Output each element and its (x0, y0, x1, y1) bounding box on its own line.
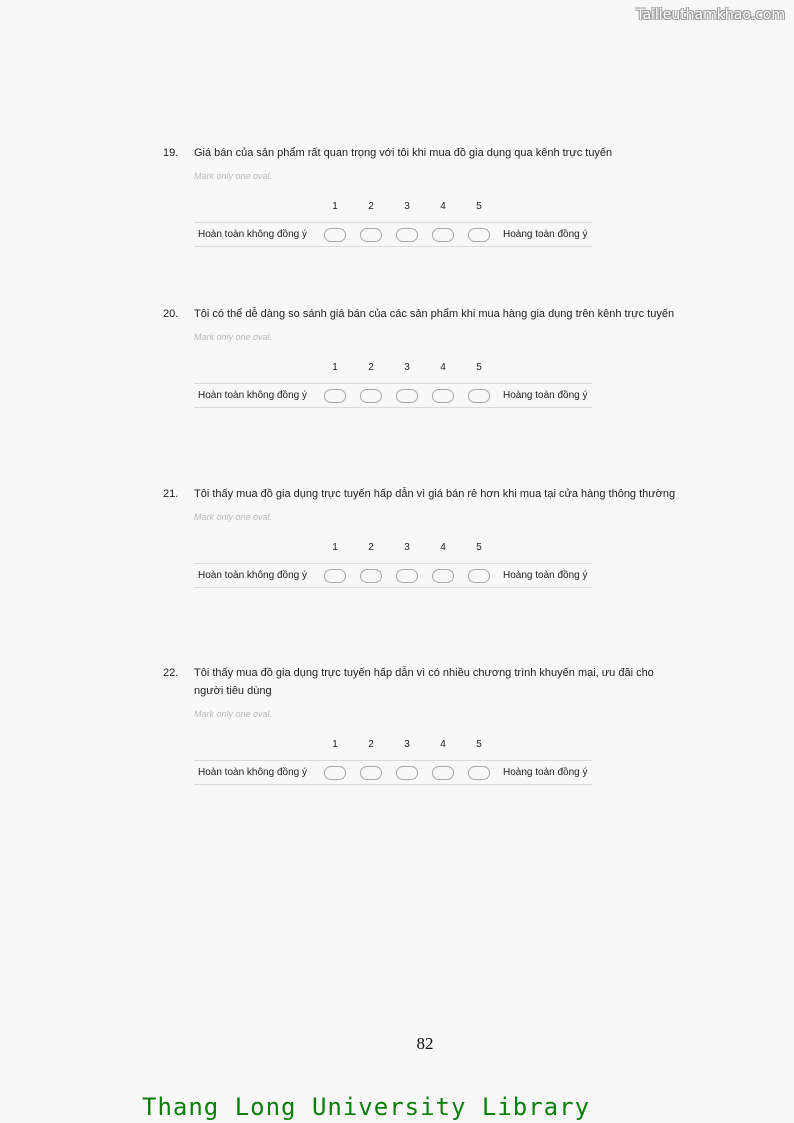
question-hint: Mark only one oval. (194, 512, 273, 522)
question-number: 20. (163, 308, 179, 320)
question-hint: Mark only one oval. (194, 171, 273, 181)
scale-number-1: 1 (332, 361, 338, 373)
oval-option-5[interactable] (468, 569, 490, 583)
oval-option-3[interactable] (396, 569, 418, 583)
question-number: 21. (163, 488, 179, 500)
scale-right-label: Hoàng toàn đồng ý (503, 229, 588, 240)
scale-left-label: Hoàn toàn không đồng ý (198, 570, 307, 581)
rating-scale (194, 359, 592, 408)
oval-option-3[interactable] (396, 228, 418, 242)
page-number: 82 (416, 1034, 434, 1053)
scale-number-3: 3 (404, 200, 410, 212)
scale-number-5: 5 (476, 361, 482, 373)
scale-number-2: 2 (368, 200, 374, 212)
oval-option-5[interactable] (468, 228, 490, 242)
oval-option-4[interactable] (432, 389, 454, 403)
rating-scale (194, 539, 592, 588)
oval-option-2[interactable] (360, 228, 382, 242)
scale-number-5: 5 (476, 738, 482, 750)
question-hint: Mark only one oval. (194, 709, 273, 719)
scale-right-label: Hoàng toàn đồng ý (503, 570, 588, 581)
question-20 (163, 305, 683, 408)
question-text: Tôi thấy mua đồ gia dụng trực tuyến hấp dẫn vì có nhiều chương trình khuyến mại, ưu đãi cho người tiêu dùng (194, 667, 654, 697)
scale-row (194, 383, 592, 408)
scale-number-4: 4 (440, 541, 446, 553)
library-footer: Thang Long University Library (142, 1093, 591, 1121)
question-number: 19. (163, 147, 179, 159)
scale-row (194, 563, 592, 588)
scale-number-4: 4 (440, 361, 446, 373)
oval-option-3[interactable] (396, 766, 418, 780)
scale-number-1: 1 (332, 541, 338, 553)
scale-left-label: Hoàn toàn không đồng ý (198, 229, 307, 240)
oval-option-1[interactable] (324, 389, 346, 403)
scale-number-1: 1 (332, 738, 338, 750)
question-text: Tôi có thể dễ dàng so sánh giá bán của các sản phẩm khi mua hàng gia dụng trên kênh trực tuyến (194, 308, 675, 320)
scale-number-3: 3 (404, 541, 410, 553)
scale-number-2: 2 (368, 738, 374, 750)
question-text: Giá bán của sản phẩm rất quan trọng với tôi khi mua đồ gia dụng qua kênh trực tuyến (194, 147, 613, 159)
oval-option-3[interactable] (396, 389, 418, 403)
oval-option-1[interactable] (324, 228, 346, 242)
question-text: Tôi thấy mua đồ gia dụng trực tuyến hấp dẫn vì giá bán rẻ hơn khi mua tại cửa hàng thông thường (194, 488, 676, 500)
scale-row (194, 760, 592, 785)
rating-scale (194, 736, 592, 785)
scale-left-label: Hoàn toàn không đồng ý (198, 767, 307, 778)
question-22 (163, 664, 683, 785)
question-19 (163, 144, 683, 247)
scale-right-label: Hoàng toàn đồng ý (503, 767, 588, 778)
oval-option-5[interactable] (468, 389, 490, 403)
question-21 (163, 485, 683, 588)
scale-row (194, 222, 592, 247)
scale-left-label: Hoàn toàn không đồng ý (198, 390, 307, 401)
scale-right-label: Hoàng toàn đồng ý (503, 390, 588, 401)
question-hint: Mark only one oval. (194, 332, 273, 342)
scale-number-3: 3 (404, 361, 410, 373)
scale-number-4: 4 (440, 738, 446, 750)
watermark-text: Tailieuthamkhao.com (636, 7, 785, 23)
scale-number-2: 2 (368, 361, 374, 373)
oval-option-2[interactable] (360, 766, 382, 780)
oval-option-4[interactable] (432, 766, 454, 780)
oval-option-1[interactable] (324, 569, 346, 583)
oval-option-5[interactable] (468, 766, 490, 780)
scale-number-1: 1 (332, 200, 338, 212)
scale-number-2: 2 (368, 541, 374, 553)
oval-option-4[interactable] (432, 569, 454, 583)
rating-scale (194, 198, 592, 247)
question-number: 22. (163, 667, 179, 679)
oval-option-4[interactable] (432, 228, 454, 242)
scale-number-5: 5 (476, 541, 482, 553)
scale-number-4: 4 (440, 200, 446, 212)
oval-option-2[interactable] (360, 389, 382, 403)
scale-number-5: 5 (476, 200, 482, 212)
scale-number-3: 3 (404, 738, 410, 750)
oval-option-1[interactable] (324, 766, 346, 780)
oval-option-2[interactable] (360, 569, 382, 583)
